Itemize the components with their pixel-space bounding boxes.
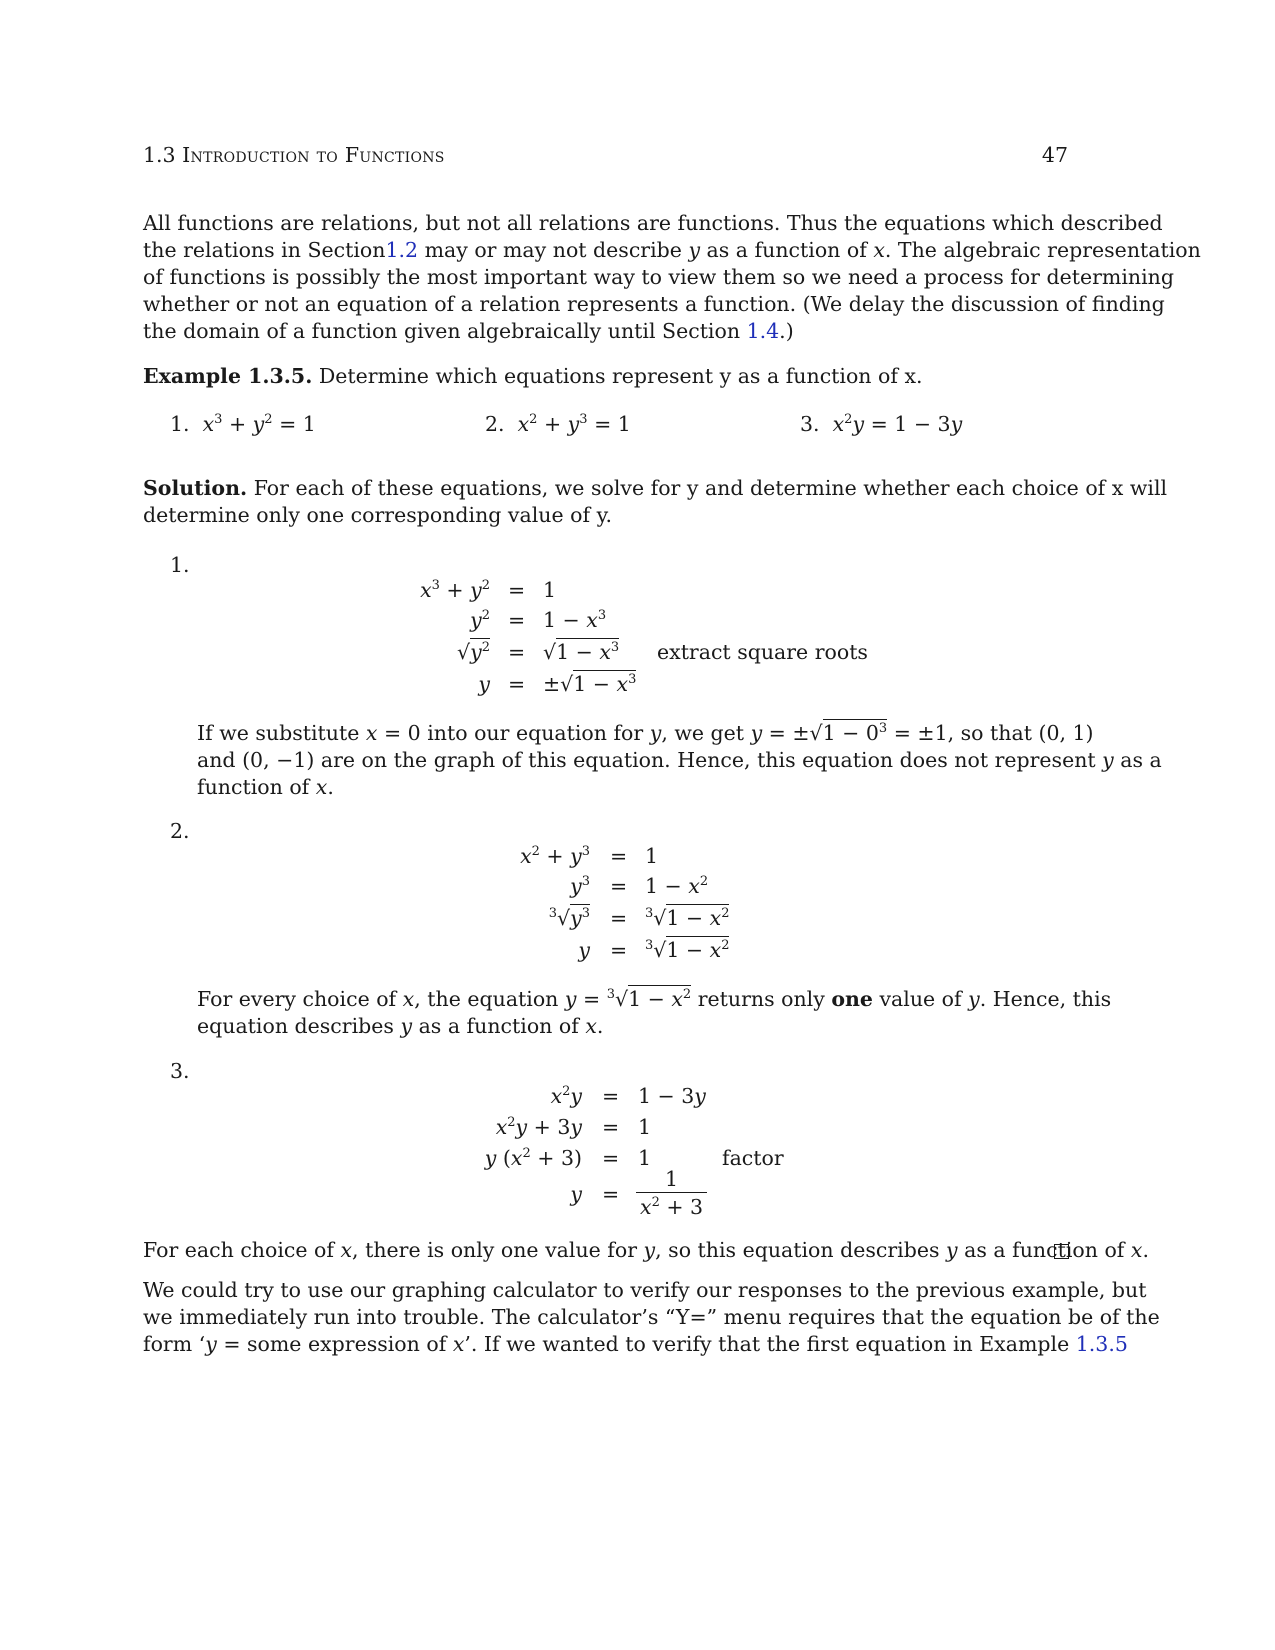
qed-box-icon: [1054, 1244, 1069, 1259]
part-1-conclusion: If we substitute x = 0 into our equation for y, we get $y = \pm√1 - 0^3 = \pm 1$, so that (0, 1) and (0, −1) are on the graph of this equation. Hence, this equation does not represent y as a function of x.: [197, 721, 1162, 799]
example-1-3-5-link[interactable]: 1.3.5: [1075, 1332, 1128, 1356]
section-number: 1.3: [143, 143, 176, 167]
part-2-number: 2.: [170, 819, 190, 843]
page-number: 47: [1041, 143, 1068, 167]
intro-line-2: the relations in Section1.2 may or may not describe y as a function of x. The algebraic representation: [143, 238, 1201, 262]
example-item-1: 1. $x^3 + y^2 = 1$: [170, 412, 316, 436]
intro-line-5: the domain of a function given algebraically until Section 1.4.): [143, 319, 794, 343]
intro-line-3: of functions is possibly the most important way to view them so we need a process for determining: [143, 265, 1174, 289]
part-3-number: 3.: [170, 1059, 190, 1083]
closing-paragraph: [143, 1277, 1160, 1358]
intro-line-1: All functions are relations, but not all relations are functions. Thus the equations which described: [143, 211, 1163, 235]
closing-line-3: form ‘y = some expression of x’. If we wanted to verify that the first equation in Example 1.3.5: [143, 1332, 1128, 1356]
section-1-4-link[interactable]: 1.4: [746, 319, 780, 343]
part-1-number: 1.: [170, 553, 190, 577]
solution-intro: [143, 475, 1168, 529]
example-item-2: 2. $x^2 + y^3 = 1$: [485, 412, 631, 436]
intro-paragraph: [143, 210, 1201, 345]
example-label: Example 1.3.5.: [143, 364, 313, 388]
solution-line-1: Solution. For each of these equations, we solve for y and determine whether each choice of x will: [143, 476, 1168, 500]
solution-line-2: determine only one corresponding value of y.: [143, 503, 612, 527]
section-1-2-link[interactable]: 1.2: [385, 238, 419, 262]
closing-line-2: we immediately run into trouble. The calculator’s “Y=” menu requires that the equation be of the: [143, 1305, 1160, 1329]
step-note-extract-roots: extract square roots: [657, 640, 868, 664]
solution-final: For each choice of x, there is only one value for y, so this equation describes y as a function of x.: [143, 1238, 1150, 1262]
part-2-conclusion: For every choice of x, the equation $y = ^3√1 - x^2$ returns only one value of y. Hence, this equation describes y as a function of x.: [197, 987, 1112, 1038]
document-page: 1.3 Introduction to Functions 47 All functions are relations, but not all relations are functions. Thus the equations which described the relations in Section1.2 may or may not describe y as a function of x. The algebraic representation of functions is possibly the most important way to view them so we need a process for determining whether or not an equation of a relation represents a function. (We delay the discussion of finding the domain of a function given algebraically until Section 1.4.) Example 1.3.5. Determine which equations represent y as a function of x. 1. $x^3 + y^2 = 1$ 2. $x^2 + y^3 = 1$ 3. $x^2y = 1 - 3y$ Solution. For each of these equations, we solve for y and determine whether each choice of x will determine only one corresponding value of y. 1. $x^3 + y^2$ = 1 $y^2$ = $1 - x^3$ $√y^2$ = $√1 - x^3$ extract square roots y = $\pm√1 - x^3$ If we substitute x = 0 into our equation for y, we get $y = \pm√1 - 0^3 = \pm 1$, so that (0, 1) and (0, −1) are on the graph of this equation. Hence, this equation does not represent y as a function of x. 2. $x^2 + y^3$ = 1 $y^3$ = $1 - x^2$ $^3√y^3$ = $^3√1 - x^2$ y = $^3√1 - x^2$ For every choice of x, the equation $y = ^3√1 - x^2$ returns only one value of y. Hence, this equation describes y as a function of x. 3. $x^2y$ = 1 − 3y $x^2y + 3y$ = 1 y $(x^2 + 3)$ = 1 factor y = $\frac{1}{x^2 + 3}$ For each choice of x, there is only one value for y, so this equation describes y as a function of x. We could try to use our graphing calculator to verify our responses to the previous example, but we immediately run into trouble. The calculator’s “Y=” menu requires that the equation be of the form ‘y = some expression of x’. If we wanted to verify that the first equation in Example 1.3.5: [143, 143, 1201, 1356]
solution-label: Solution.: [143, 476, 248, 500]
step-note-factor: factor: [722, 1146, 784, 1170]
closing-line-1: We could try to use our graphing calculator to verify our responses to the previous example, but: [143, 1278, 1147, 1302]
running-header: [143, 142, 445, 169]
example-item-3: 3. $x^2y = 1 - 3y$: [800, 412, 963, 436]
example-heading: [143, 363, 923, 390]
section-title: Introduction to Functions: [182, 143, 445, 167]
intro-line-4: whether or not an equation of a relation represents a function. (We delay the discussion of finding: [143, 292, 1165, 316]
example-prompt: Determine which equations represent y as a function of x.: [318, 364, 923, 388]
